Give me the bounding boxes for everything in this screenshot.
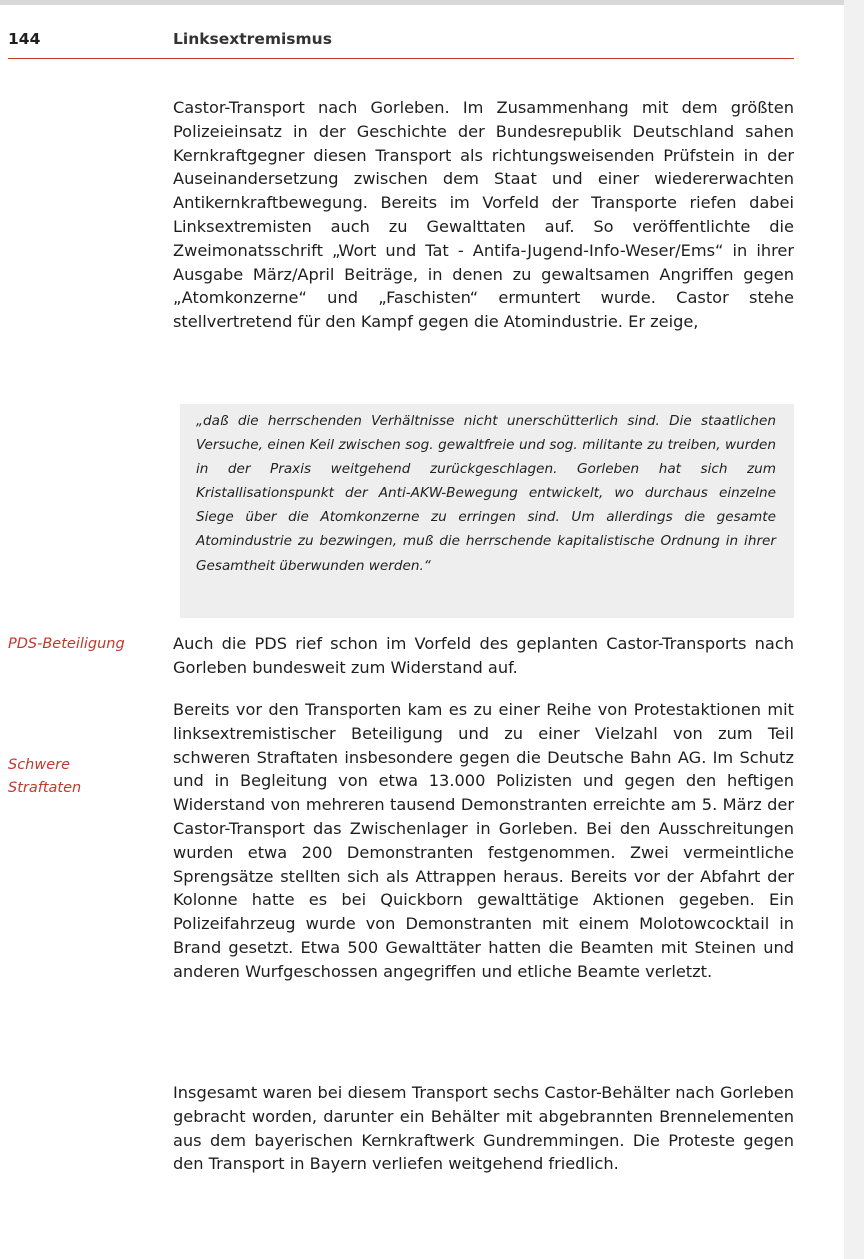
page-number: 144 [8,30,41,48]
paragraph-castor-intro: Castor-Transport nach Gorleben. Im Zusammenhang mit dem größten Polizeieinsatz in der Geschichte der Bundesrepublik Deutschland sahen Kernkraftgegner diesen Transport als richtungsweisenden Prüfstein in der Auseinandersetzung zwischen dem Staat und einer wiedererwachten Antikernkraftbewegung. Bereits im Vorfeld der Transporte riefen dabei Linksextremisten auch zu Gewalttaten auf. So veröffentlichte die Zweimonatsschrift „Wort und Tat - Antifa-Jugend-Info-Weser/Ems“ in ihrer Ausgabe März/April Beiträge, in denen zu gewaltsamen Angriffen gegen „Atomkonzerne“ und „Faschisten“ ermuntert wurde. Castor stehe stellvertretend für den Kampf gegen die Atomindustrie. Er zeige, [173,98,794,332]
running-title: Linksextremismus [173,30,332,48]
page-right-edge [844,0,864,1259]
quote-text: „daß die herrschenden Verhältnisse nicht unerschütterlich sind. Die staatlichen Versuche, einen Keil zwischen sog. gewaltfreie und sog. militante zu treiben, wurden in der Praxis weitgehend zurückgeschlagen. Gorleben hat sich zum Kristallisationspunkt der Anti-AKW-Bewegung entwickelt, wo durchaus einzelne Siege über die Atomkonzerne zu erringen sind. Um allerdings die gesamte Atomindustrie zu bezwingen, muß die herrschende kapitalistische Ordnung in ihrer Gesamtheit überwunden werden.“ [196,413,776,574]
paragraph-pds: Auch die PDS rief schon im Vorfeld des geplanten Castor-Transports nach Gorleben bundesweit zum Widerstand auf. [173,634,794,677]
quote-block [180,404,794,618]
margin-note-pds: PDS-Beteiligung [8,636,125,652]
margin-note-straftaten-line1: Schwere [8,757,71,773]
page-header [8,30,794,59]
paragraph-summary: Insgesamt waren bei diesem Transport sechs Castor-Behälter nach Gorleben gebracht worden, darunter ein Behälter mit abgebrannten Brennelementen aus dem bayerischen Kernkraftwerk Gundremmingen. Die Proteste gegen den Transport in Bayern verliefen weitgehend friedlich. [173,1083,794,1174]
page-top-edge [0,0,864,5]
margin-note-straftaten-line2: Straftaten [8,780,82,796]
paragraph-protests: Bereits vor den Transporten kam es zu einer Reihe von Protestaktionen mit linksextremistischer Beteiligung und zu einer Vielzahl von zum Teil schweren Straftaten insbesondere gegen die Deutsche Bahn AG. Im Schutz und in Begleitung von etwa 13.000 Polizisten und gegen den heftigen Widerstand von mehreren tausend Demonstranten erreichte am 5. März der Castor-Transport das Zwischenlager in Gorleben. Bei den Ausschreitungen wurden etwa 200 Demonstranten festgenommen. Zwei vermeintliche Sprengsätze stellten sich als Attrappen heraus. Bereits vor der Abfahrt der Kolonne hatte es bei Quickborn gewalttätige Aktionen gegeben. Ein Polizeifahrzeug wurde von Demonstranten mit einem Molotowcocktail in Brand gesetzt. Etwa 500 Gewalttäter hatten die Beamten mit Steinen und anderen Wurfgeschossen angegriffen und etliche Beamte verletzt. [173,700,794,981]
